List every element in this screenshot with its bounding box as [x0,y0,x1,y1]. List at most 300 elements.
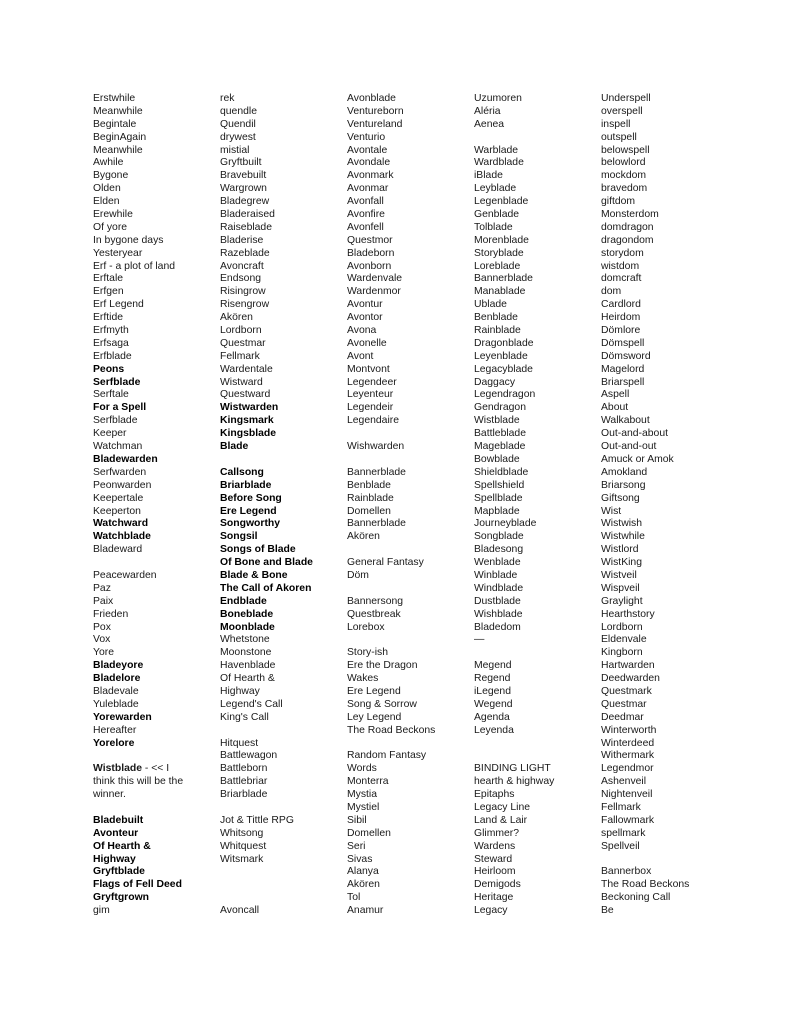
name-entry [93,905,183,918]
name-entry [474,763,554,776]
name-text: Bladevale [93,685,139,697]
name-text: Before Song [220,492,282,504]
name-text: Windblade [474,582,524,594]
name-text: Whitsong [220,827,264,839]
name-text: belowspell [601,144,650,156]
name-text: Glimmer? [474,827,520,839]
blank-row [601,854,689,867]
name-entry [220,286,313,299]
name-text: Walkabout [601,415,650,427]
name-text: Monterra [347,776,389,788]
blank-row [220,879,313,892]
blank-row [474,132,554,145]
name-text: Questbreak [347,608,401,620]
name-entry [474,157,554,170]
name-entry [347,506,435,519]
name-text: Bladeborn [347,247,395,259]
name-text: Erf - a plot of land [93,260,176,272]
name-entry [347,518,435,531]
name-entry [93,377,183,390]
name-text: Out-and-about [601,428,669,440]
name-text: WistKing [601,557,642,569]
name-text: hearth & highway [474,776,555,788]
name-text: Gendragon [474,402,526,414]
name-entry [474,802,554,815]
name-text: Megend [474,660,512,672]
name-text: Akören [220,312,253,324]
name-entry [601,441,689,454]
name-entry [220,570,313,583]
name-entry [93,609,183,622]
name-text: Questmar [220,337,266,349]
name-text: Ublade [474,299,507,311]
name-text: Wishblade [474,608,523,620]
name-text: Gryftgrown [93,892,149,904]
name-text: BeginAgain [93,131,147,143]
name-entry [601,557,689,570]
name-entry [474,596,554,609]
name-entry [93,170,183,183]
name-text: Seri [347,840,366,852]
name-text: Legenblade [474,196,529,208]
name-entry [220,686,313,699]
name-text: Benblade [347,479,391,491]
name-text: Avontale [347,144,388,156]
name-entry [347,299,435,312]
name-entry [347,789,435,802]
name-entry [601,325,689,338]
name-entry [474,622,554,635]
name-entry [93,531,183,544]
name-text: Wardentale [220,363,273,375]
name-text: Questmark [601,685,652,697]
name-entry [474,454,554,467]
name-entry [347,699,435,712]
name-text: Fallowmark [601,814,655,826]
name-text: spellmark [601,827,646,839]
name-text: Eldenvale [601,634,647,646]
name-text: Bravebuilt [220,170,267,182]
name-entry [474,248,554,261]
name-entry [474,725,554,738]
name-text: Bladelore [93,673,141,685]
name-text: Legendeer [347,376,397,388]
blank-row [93,750,183,763]
name-text: Demigods [474,879,521,891]
name-entry [93,647,183,660]
name-entry [220,106,313,119]
name-text: Akören [347,531,380,543]
name-text: Battleborn [220,763,268,775]
name-entry [347,725,435,738]
name-text: Bannersong [347,595,404,607]
name-text: Whitquest [220,840,267,852]
name-text: Wenblade [474,557,521,569]
name-entry [601,132,689,145]
name-text: Keepertale [93,492,144,504]
name-entry [347,389,435,402]
name-entry [93,454,183,467]
name-entry [93,338,183,351]
name-entry [220,699,313,712]
name-text: Songblade [474,531,524,543]
name-text: Journeyblade [474,518,537,530]
blank-row [93,557,183,570]
name-entry [347,480,435,493]
name-entry [474,673,554,686]
name-entry [93,415,183,428]
name-entry [93,389,183,402]
name-entry [601,493,689,506]
name-text: Döm [347,569,369,581]
blank-row [93,802,183,815]
name-entry [347,866,435,879]
name-entry [93,660,183,673]
name-entry [601,428,689,441]
name-text: Hartwarden [601,660,655,672]
name-text: Fellmark [220,350,260,362]
name-text: Mystia [347,789,378,801]
name-entry [347,145,435,158]
name-text: Sivas [347,853,373,865]
name-text: Heritage [474,892,514,904]
name-text: Blade & Bone [220,569,288,581]
name-entry [93,879,183,892]
name-text: Leyenteur [347,389,394,401]
blank-row [347,428,435,441]
name-entry [220,145,313,158]
name-entry [220,338,313,351]
name-entry [220,157,313,170]
name-text: Frieden [93,608,129,620]
name-entry [474,299,554,312]
name-entry [347,892,435,905]
name-text: Avont [347,350,374,362]
name-text: Keeperton [93,505,141,517]
name-entry [93,480,183,493]
name-text: Regend [474,673,511,685]
blank-row [220,892,313,905]
name-entry [220,712,313,725]
name-text: Wistwhile [601,531,645,543]
name-text: Bannerblade [347,518,406,530]
name-text: Amokland [601,466,648,478]
name-entry [220,660,313,673]
name-text: Vox [93,634,111,646]
name-entry [93,145,183,158]
name-text: Steward [474,853,513,865]
name-entry [347,802,435,815]
name-text: Akören [347,879,380,891]
name-entry [220,273,313,286]
name-entry [347,609,435,622]
name-text: Manablade [474,286,526,298]
name-entry [601,157,689,170]
name-entry [474,467,554,480]
name-text: Legend's Call [220,698,283,710]
name-text: Beckoning Call [601,892,671,904]
name-text: Avonmar [347,183,389,195]
name-entry [93,841,183,854]
name-entry [474,273,554,286]
name-text: winner. [93,789,126,801]
name-entry [220,557,313,570]
name-entry [220,377,313,390]
name-entry [601,660,689,673]
name-column-2 [220,93,313,918]
name-text: Ventureborn [347,105,404,117]
name-text: Avontur [347,299,383,311]
name-entry [347,828,435,841]
name-text: Bladesong [474,544,524,556]
name-entry [474,286,554,299]
name-text: Briarblade [220,479,272,491]
name-text: Loreblade [474,260,521,272]
name-entry [220,93,313,106]
name-entry [601,647,689,660]
name-text: Wargrown [220,183,267,195]
name-text: Erfsaga [93,337,129,349]
name-text: Avonfall [347,196,384,208]
name-entry [93,738,183,751]
name-entry [93,866,183,879]
name-text: Hereafter [93,724,137,736]
name-entry [93,119,183,132]
name-entry [220,789,313,802]
name-text: BINDING LIGHT [474,763,551,775]
name-text: Avonelle [347,337,387,349]
name-entry [347,647,435,660]
name-entry [601,170,689,183]
name-entry [474,570,554,583]
name-entry [220,738,313,751]
name-entry [93,261,183,274]
name-text: Gryftblade [93,866,145,878]
name-text: Erfblade [93,350,132,362]
name-entry [93,222,183,235]
name-entry [601,699,689,712]
name-text: Quendil [220,118,256,130]
name-entry [347,841,435,854]
name-entry [220,415,313,428]
name-text: Land & Lair [474,814,528,826]
name-text: Keeper [93,428,127,440]
name-entry [601,364,689,377]
name-text: Wardblade [474,157,524,169]
name-entry [474,480,554,493]
name-text: Awhile [93,157,124,169]
name-entry [220,854,313,867]
name-entry [347,493,435,506]
name-text: Serfblade [93,415,138,427]
name-entry [93,506,183,519]
name-text: Bannerblade [474,273,533,285]
name-text: Winterworth [601,724,657,736]
name-text: Peons [93,363,125,375]
name-entry [601,712,689,725]
name-entry [220,647,313,660]
name-entry [347,570,435,583]
name-text: Tol [347,892,361,904]
name-text: Of Hearth & [220,673,275,685]
name-entry [601,673,689,686]
name-text: Aléria [474,105,501,117]
name-entry [220,235,313,248]
name-entry [474,364,554,377]
name-text: Elden [93,196,120,208]
name-text: Of yore [93,221,128,233]
name-text: Wistwarden [220,402,279,414]
name-entry [474,506,554,519]
name-entry [220,596,313,609]
name-text: Erfmyth [93,325,129,337]
name-entry [474,634,554,647]
name-entry [474,183,554,196]
name-entry [601,286,689,299]
name-column-1 [93,93,183,918]
name-entry [347,286,435,299]
name-entry [474,235,554,248]
name-entry [601,609,689,622]
name-entry [93,725,183,738]
name-entry [601,248,689,261]
name-entry [347,132,435,145]
name-text: Mapblade [474,505,520,517]
name-entry [474,119,554,132]
name-text: Dustblade [474,595,521,607]
name-text: Legendeir [347,402,394,414]
name-entry [220,815,313,828]
name-entry [347,170,435,183]
name-text: Serfwarden [93,466,147,478]
name-text: think this will be the [93,776,184,788]
name-entry [93,699,183,712]
name-entry [601,583,689,596]
name-entry [601,506,689,519]
name-entry [347,209,435,222]
name-entry [220,531,313,544]
name-entry [601,145,689,158]
name-text: Avonfire [347,209,385,221]
name-text: Anamur [347,905,384,917]
name-entry [601,209,689,222]
name-entry [347,183,435,196]
name-text: Be [601,905,614,917]
name-entry [474,660,554,673]
name-text: Wishwarden [347,441,405,453]
name-text: Watchblade [93,531,151,543]
name-text: Ere Legend [220,505,277,517]
name-entry [601,183,689,196]
name-text: dom [601,286,622,298]
name-text: Questmar [601,698,647,710]
name-text: Yuleblade [93,698,139,710]
name-entry [93,286,183,299]
name-text: quendle [220,105,257,117]
name-text: bravedom [601,183,648,195]
name-entry [347,325,435,338]
name-entry [347,712,435,725]
name-text: iBlade [474,170,503,182]
name-text: Cardlord [601,299,641,311]
name-text: Battlebriar [220,776,268,788]
name-text: Dömsword [601,350,651,362]
name-entry [601,544,689,557]
name-text: Wardens [474,840,516,852]
name-entry [220,544,313,557]
name-text: Lordborn [220,325,262,337]
name-entry [93,634,183,647]
name-text: Avonborn [347,260,392,272]
name-entry [474,828,554,841]
name-text: overspell [601,105,643,117]
name-text: Wistblade [93,763,142,775]
name-text: Graylight [601,595,643,607]
name-entry [93,209,183,222]
name-entry [347,351,435,364]
name-text: mockdom [601,170,647,182]
name-text: Wardenvale [347,273,403,285]
name-entry [220,763,313,776]
name-entry [220,506,313,519]
name-entry [601,93,689,106]
name-entry [474,441,554,454]
name-entry [93,441,183,454]
blank-row [474,750,554,763]
name-text: Uzumoren [474,93,522,104]
name-entry [347,364,435,377]
name-entry [474,196,554,209]
name-entry [220,673,313,686]
name-text: Wistlord [601,544,639,556]
blank-row [220,866,313,879]
name-text: Gryftbuilt [220,157,262,169]
name-text: Magelord [601,363,645,375]
name-text: Wistwish [601,518,642,530]
name-text: domcraft [601,273,642,285]
name-entry [601,273,689,286]
name-entry [347,402,435,415]
name-text: The Road Beckons [347,724,436,736]
name-entry [93,299,183,312]
name-text: Out-and-out [601,441,657,453]
name-entry [93,132,183,145]
name-entry [601,634,689,647]
name-entry [347,879,435,892]
name-entry [93,106,183,119]
name-column-5 [601,93,689,918]
name-text: Olden [93,183,121,195]
name-entry [220,841,313,854]
name-text: The Road Beckons [601,879,690,891]
name-text: Aspell [601,389,630,401]
name-entry [347,441,435,454]
name-entry [93,364,183,377]
name-text: drywest [220,131,256,143]
name-text: Erftale [93,273,124,285]
name-text: Legacy [474,905,508,917]
name-text: Wakes [347,673,379,685]
name-entry [347,557,435,570]
name-entry [93,763,183,776]
name-text: Meanwhile [93,105,143,117]
blank-row [347,583,435,596]
name-text: Rainblade [474,325,521,337]
name-entry [93,493,183,506]
name-text: Spellveil [601,840,640,852]
name-text: Avondale [347,157,391,169]
name-text: Songworthy [220,518,281,530]
